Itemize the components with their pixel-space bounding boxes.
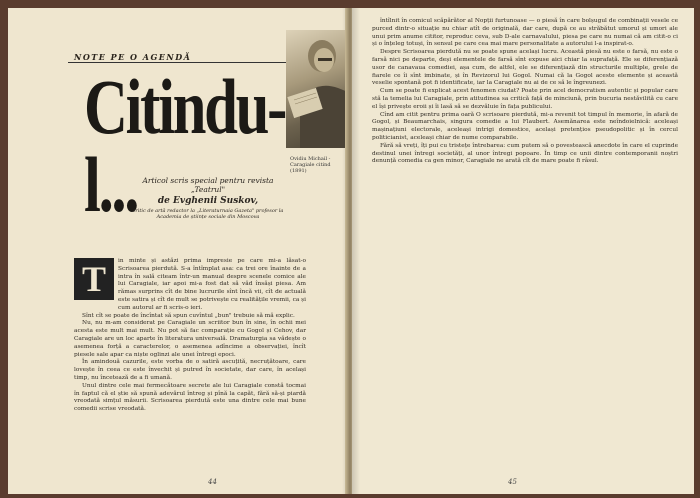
author-name: de Evghenii Suskov, — [157, 196, 259, 206]
subtitle: Articol scris special pentru revista „Teatrul" — [142, 176, 274, 194]
paragraph: Sînt cît se poate de încîntat să spun cuvîntul „bun" trebuie să mă explic. — [82, 312, 295, 319]
portrait-image — [286, 30, 348, 148]
paragraph: Despre Scrisoarea pierdută nu se poate spune același lucru. Această piesă nu este o farsă, nu este o farsă nici pe departe, deși elementele de farsă sînt expuse aici chiar la suprafață. Ele se diferențiază usor de canavaua comediei, așa cum, de altfel, ele se diferențiază din structurile multiple, grele de fiarele ce îi sînt imbinate, și în Revizorul lui Gogol. Numai că la Gogol aceste elemente și această veselie spontană pot fi identificate, iar la Caragiale nu ai de ce să le îngreunezi. — [372, 49, 678, 87]
series-heading: NOTE PE O AGENDĂ — [74, 52, 192, 62]
page-number: 45 — [508, 478, 517, 486]
portrait-sketch — [286, 30, 348, 148]
subtitle-block — [128, 176, 288, 220]
drop-cap: T — [74, 258, 114, 300]
paragraph: În amindouă cazurile, este vorba de o satiră ascuțită, necruțătoare, care lovește în ceea ce este învechit și putred în societate, dar care, în același timp, nu încetează de a fi umană. — [74, 359, 306, 381]
left-page — [8, 8, 348, 494]
paragraph: Cum se poate fi explicat acest fenomen ciudat? Poate prin acel democratism autentic și popular care stă la temelia lui Caragiale, prin atitudinea sa critică față de minciună, prin bucuria nestăvilită cu care el își privește eroii și îi lasă să se dezvăluie în fața publicului. — [372, 88, 678, 110]
left-body-text — [74, 258, 306, 414]
right-body-text — [372, 18, 678, 166]
page-number: 44 — [208, 478, 217, 486]
paragraph: întîlnit în comicul scăpărător al Nopții furtunoase — o piesă în care bolșugul de combinații vesele ce purced dintr-o situație nu chiar atît de originală, dar care, după ce au străbătut umorul și umori ale unui prim anume cititor, reproduc ceva, sub D-ale carnavalului, piesa pe care nu numai că am citit-o ci și o înțeleg totuși, în sensul pe care cea mai mare personalitate a autorului l-a inspirat-o. — [372, 18, 678, 48]
right-page — [352, 8, 694, 494]
paragraph: in minte și astăzi prima impresie pe care mi-a lăsat-o Scrisoarea pierdută. S-a întîmplat asa: ca trei ore înainte de a intra în sală citeam într-un manual despre scenele comice ale lui Caragiale, iar apoi mi-a fost dat să văd însăși piesa. Am rămas surprins cît de bine lucrurile sînt încă vii, cît de actuală este satira și cît de mult se potrivește cu realitățile vremii, ca și cum autorul ar fi scris-o ieri. — [118, 258, 306, 311]
page-shadow — [352, 8, 360, 494]
author-details: critic de artă redactor la „Literaturnaia Gazeta" profesor la Academia de științe sociale din Moscova — [132, 208, 284, 220]
paragraph: Nu, nu m-am considerat pe Caragiale un scriitor bun în sine, în ochii mei acesta este mult mai mult. Nu pot să fac comparație cu Gogol și Cehov, dar Caragiale are un loc aparte în literatura universală. Dramaturgia sa vădește o asemenea forță a caracterelor, o asemenea adîncime a observației, încît piesele sale apar ca niște oglinzi ale unei întregi epoci. — [74, 320, 306, 358]
paragraph: Cînd am citit pentru prima oară O scrisoare pierdută, mi-a revenit tot timpul în memorie, în afară de Gogol, și Beaumarchais, singura comedie a lui Flaubert. Asemănarea este neîndoielnică: aceleași mașinațiuni electorale, aceleași intrigi domestice, același pretențios pseudopolitic și în cercul politicianist, aceleași chiar de nume comparabile. — [372, 111, 678, 141]
paragraph: Fără să vreți, îți pui cu tristețe întrebarea: cum putem să o povestească anecdote în care el cuprinde destinul unei întregi societăți, al unor întregi popoare. În timp ce unii dintre contemporanii noștri denunță comedia ca gen minor, Caragiale ne arată cît de mare poate fi râsul. — [372, 142, 678, 165]
article-title: Citindu-l... — [84, 63, 286, 228]
paragraph: Unul dintre cele mai fermecătoare secrete ale lui Caragiale constă tocmai în faptul că el știe să spună adevărul întreg și pînă la capăt, fără să-și piardă vreodată simțul măsurii. Scrisoarea pierdută este una dintre cele mai bune comedii scrise vreodată. — [74, 382, 306, 413]
portrait-caption: Ovidiu Michail - Caragiale citind (1891) — [290, 156, 331, 174]
